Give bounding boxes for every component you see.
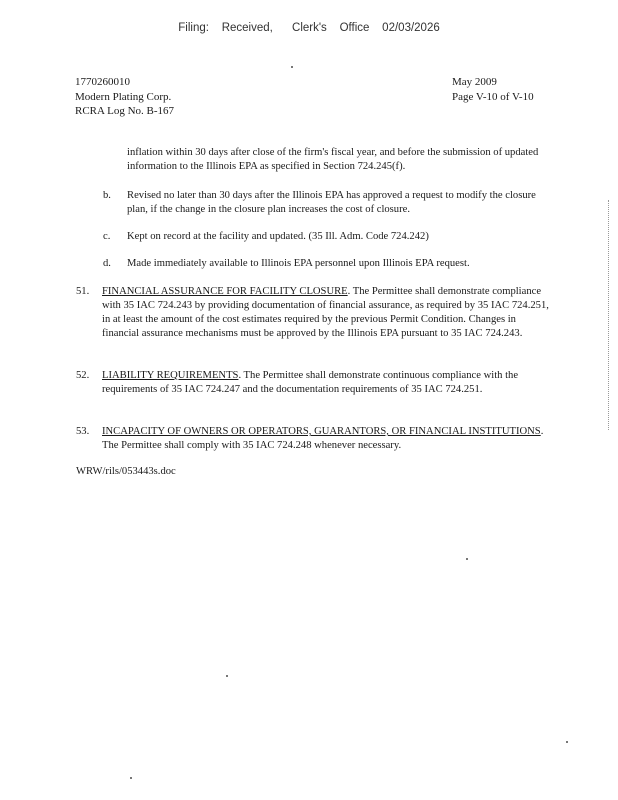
condition-heading: INCAPACITY OF OWNERS OR OPERATORS, GUARANTORS, OR FINANCIAL INSTITUTIONS: [102, 426, 541, 437]
facility-id: 1770260010: [75, 76, 130, 88]
filing-stamp-header: Filing: Received, Clerk's Office 02/03/2026: [178, 22, 440, 34]
facility-name: Modern Plating Corp.: [75, 90, 172, 103]
scan-speck: [566, 741, 568, 743]
condition-text: LIABILITY REQUIREMENTS. The Permittee shall demonstrate continuous compliance with the requirements of 35 IAC 724.247 and the documentation requirements of 35 IAC 724.251.: [102, 370, 519, 395]
condition-text: FINANCIAL ASSURANCE FOR FACILITY CLOSURE. The Permittee shall demonstrate compliance with 35 IAC 724.243 by providing documentation of financial assurance, as required by 35 IAC 724.251, in at least the amount of the cost estimates required by the previous Permit Condition. Changes in financial assurance mechanisms must be approved by the Illinois EPA pursuant to 35 IAC 724.243.: [102, 286, 549, 339]
scan-edge-artifact: [608, 200, 610, 430]
sub-item-text: Revised no later than 30 days after the Illinois EPA has approved a request to modify the closure plan, if the change in the closure plan increases the cost of closure.: [127, 190, 536, 215]
sub-item-text: Kept on record at the facility and updated. (35 Ill. Adm. Code 724.242): [127, 231, 429, 242]
condition-heading: LIABILITY REQUIREMENTS: [102, 370, 239, 381]
continuation-paragraph: inflation within 30 days after close of the firm's fiscal year, and before the submission of updated information to the Illinois EPA as specified in Section 724.245(f).: [127, 147, 539, 172]
document-id-block: [75, 75, 174, 119]
condition-number: 52.: [76, 370, 90, 381]
condition-heading: FINANCIAL ASSURANCE FOR FACILITY CLOSURE: [102, 286, 348, 297]
scan-speck: [130, 777, 132, 779]
rcra-log-number: RCRA Log No. B-167: [75, 105, 175, 117]
condition-body: The Permittee shall comply with 35 IAC 724.248 whenever necessary.: [102, 440, 402, 451]
condition-text: INCAPACITY OF OWNERS OR OPERATORS, GUARANTORS, OR FINANCIAL INSTITUTIONS. The Permittee shall comply with 35 IAC 724.248 whenever necessary.: [102, 426, 544, 451]
condition-body: The Permittee shall demonstrate compliance with 35 IAC 724.243 by providing documentation of financial assurance, as required by 35 IAC 724.251, in at least the amount of the cost estimates required by the previous Permit Condition. Changes in financial assurance mechanisms must be approved by the Illinois EPA pursuant to 35 IAC 724.243.: [102, 286, 549, 339]
document-file-reference: WRW/rils/053443s.doc: [76, 466, 176, 477]
sub-item-label: d.: [103, 258, 111, 269]
condition-body: The Permittee shall demonstrate continuous compliance with the requirements of 35 IAC 724.247 and the documentation requirements of 35 IAC 724.251.: [102, 370, 519, 395]
date-page-block: [452, 75, 534, 104]
sub-item-label: c.: [103, 231, 111, 242]
scan-speck: [226, 675, 228, 677]
scan-speck: [466, 558, 468, 560]
condition-number: 53.: [76, 426, 90, 437]
sub-item-label: b.: [103, 190, 111, 201]
condition-number: 51.: [76, 286, 90, 297]
scan-speck: [291, 66, 293, 68]
sub-item-text: Made immediately available to Illinois EPA personnel upon Illinois EPA request.: [127, 258, 470, 269]
document-date: May 2009: [452, 76, 497, 88]
page-number: Page V-10 of V-10: [452, 90, 534, 103]
